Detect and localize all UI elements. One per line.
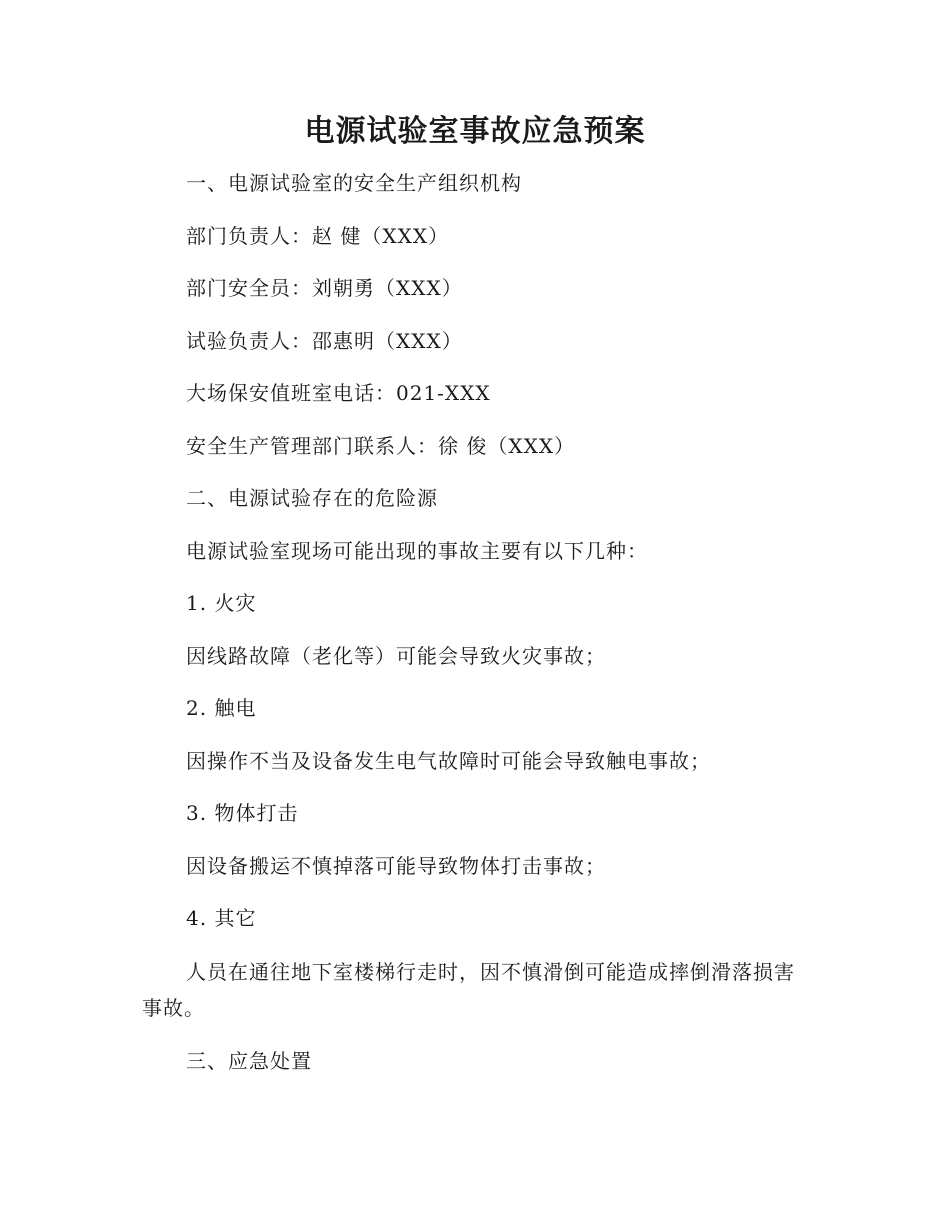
section-heading-hazards: 二、电源试验存在的危险源 bbox=[186, 486, 438, 510]
contact-line-safety-officer: 部门安全员：刘朝勇（XXX） bbox=[186, 276, 463, 300]
hazard-desc-object-strike: 因设备搬运不慎掉落可能导致物体打击事故； bbox=[186, 854, 606, 878]
hazard-desc-electric-shock: 因操作不当及设备发生电气故障时可能会导致触电事故； bbox=[186, 749, 711, 773]
hazard-item-other: 4. 其它 bbox=[186, 906, 257, 930]
hazards-intro: 电源试验室现场可能出现的事故主要有以下几种： bbox=[186, 539, 648, 563]
hazard-item-electric-shock: 2. 触电 bbox=[186, 696, 257, 720]
hazard-item-object-strike: 3. 物体打击 bbox=[186, 801, 299, 825]
hazard-desc-fire: 因线路故障（老化等）可能会导致火灾事故； bbox=[186, 644, 606, 668]
hazard-item-fire: 1. 火灾 bbox=[186, 591, 257, 615]
section-heading-organization: 一、电源试验室的安全生产组织机构 bbox=[186, 171, 522, 195]
section-heading-emergency-response: 三、应急处置 bbox=[186, 1049, 312, 1073]
contact-line-security-phone: 大场保安值班室电话：021-XXX bbox=[186, 381, 491, 405]
contact-line-safety-dept: 安全生产管理部门联系人：徐 俊（XXX） bbox=[186, 434, 576, 458]
contact-line-department-head: 部门负责人：赵 健（XXX） bbox=[186, 224, 450, 248]
contact-line-test-lead: 试验负责人：邵惠明（XXX） bbox=[186, 329, 463, 353]
hazard-desc-other: 人员在通往地下室楼梯行走时，因不慎滑倒可能造成摔倒滑落损害事故。 bbox=[142, 960, 795, 1020]
document-title: 电源试验室事故应急预案 bbox=[304, 114, 646, 149]
